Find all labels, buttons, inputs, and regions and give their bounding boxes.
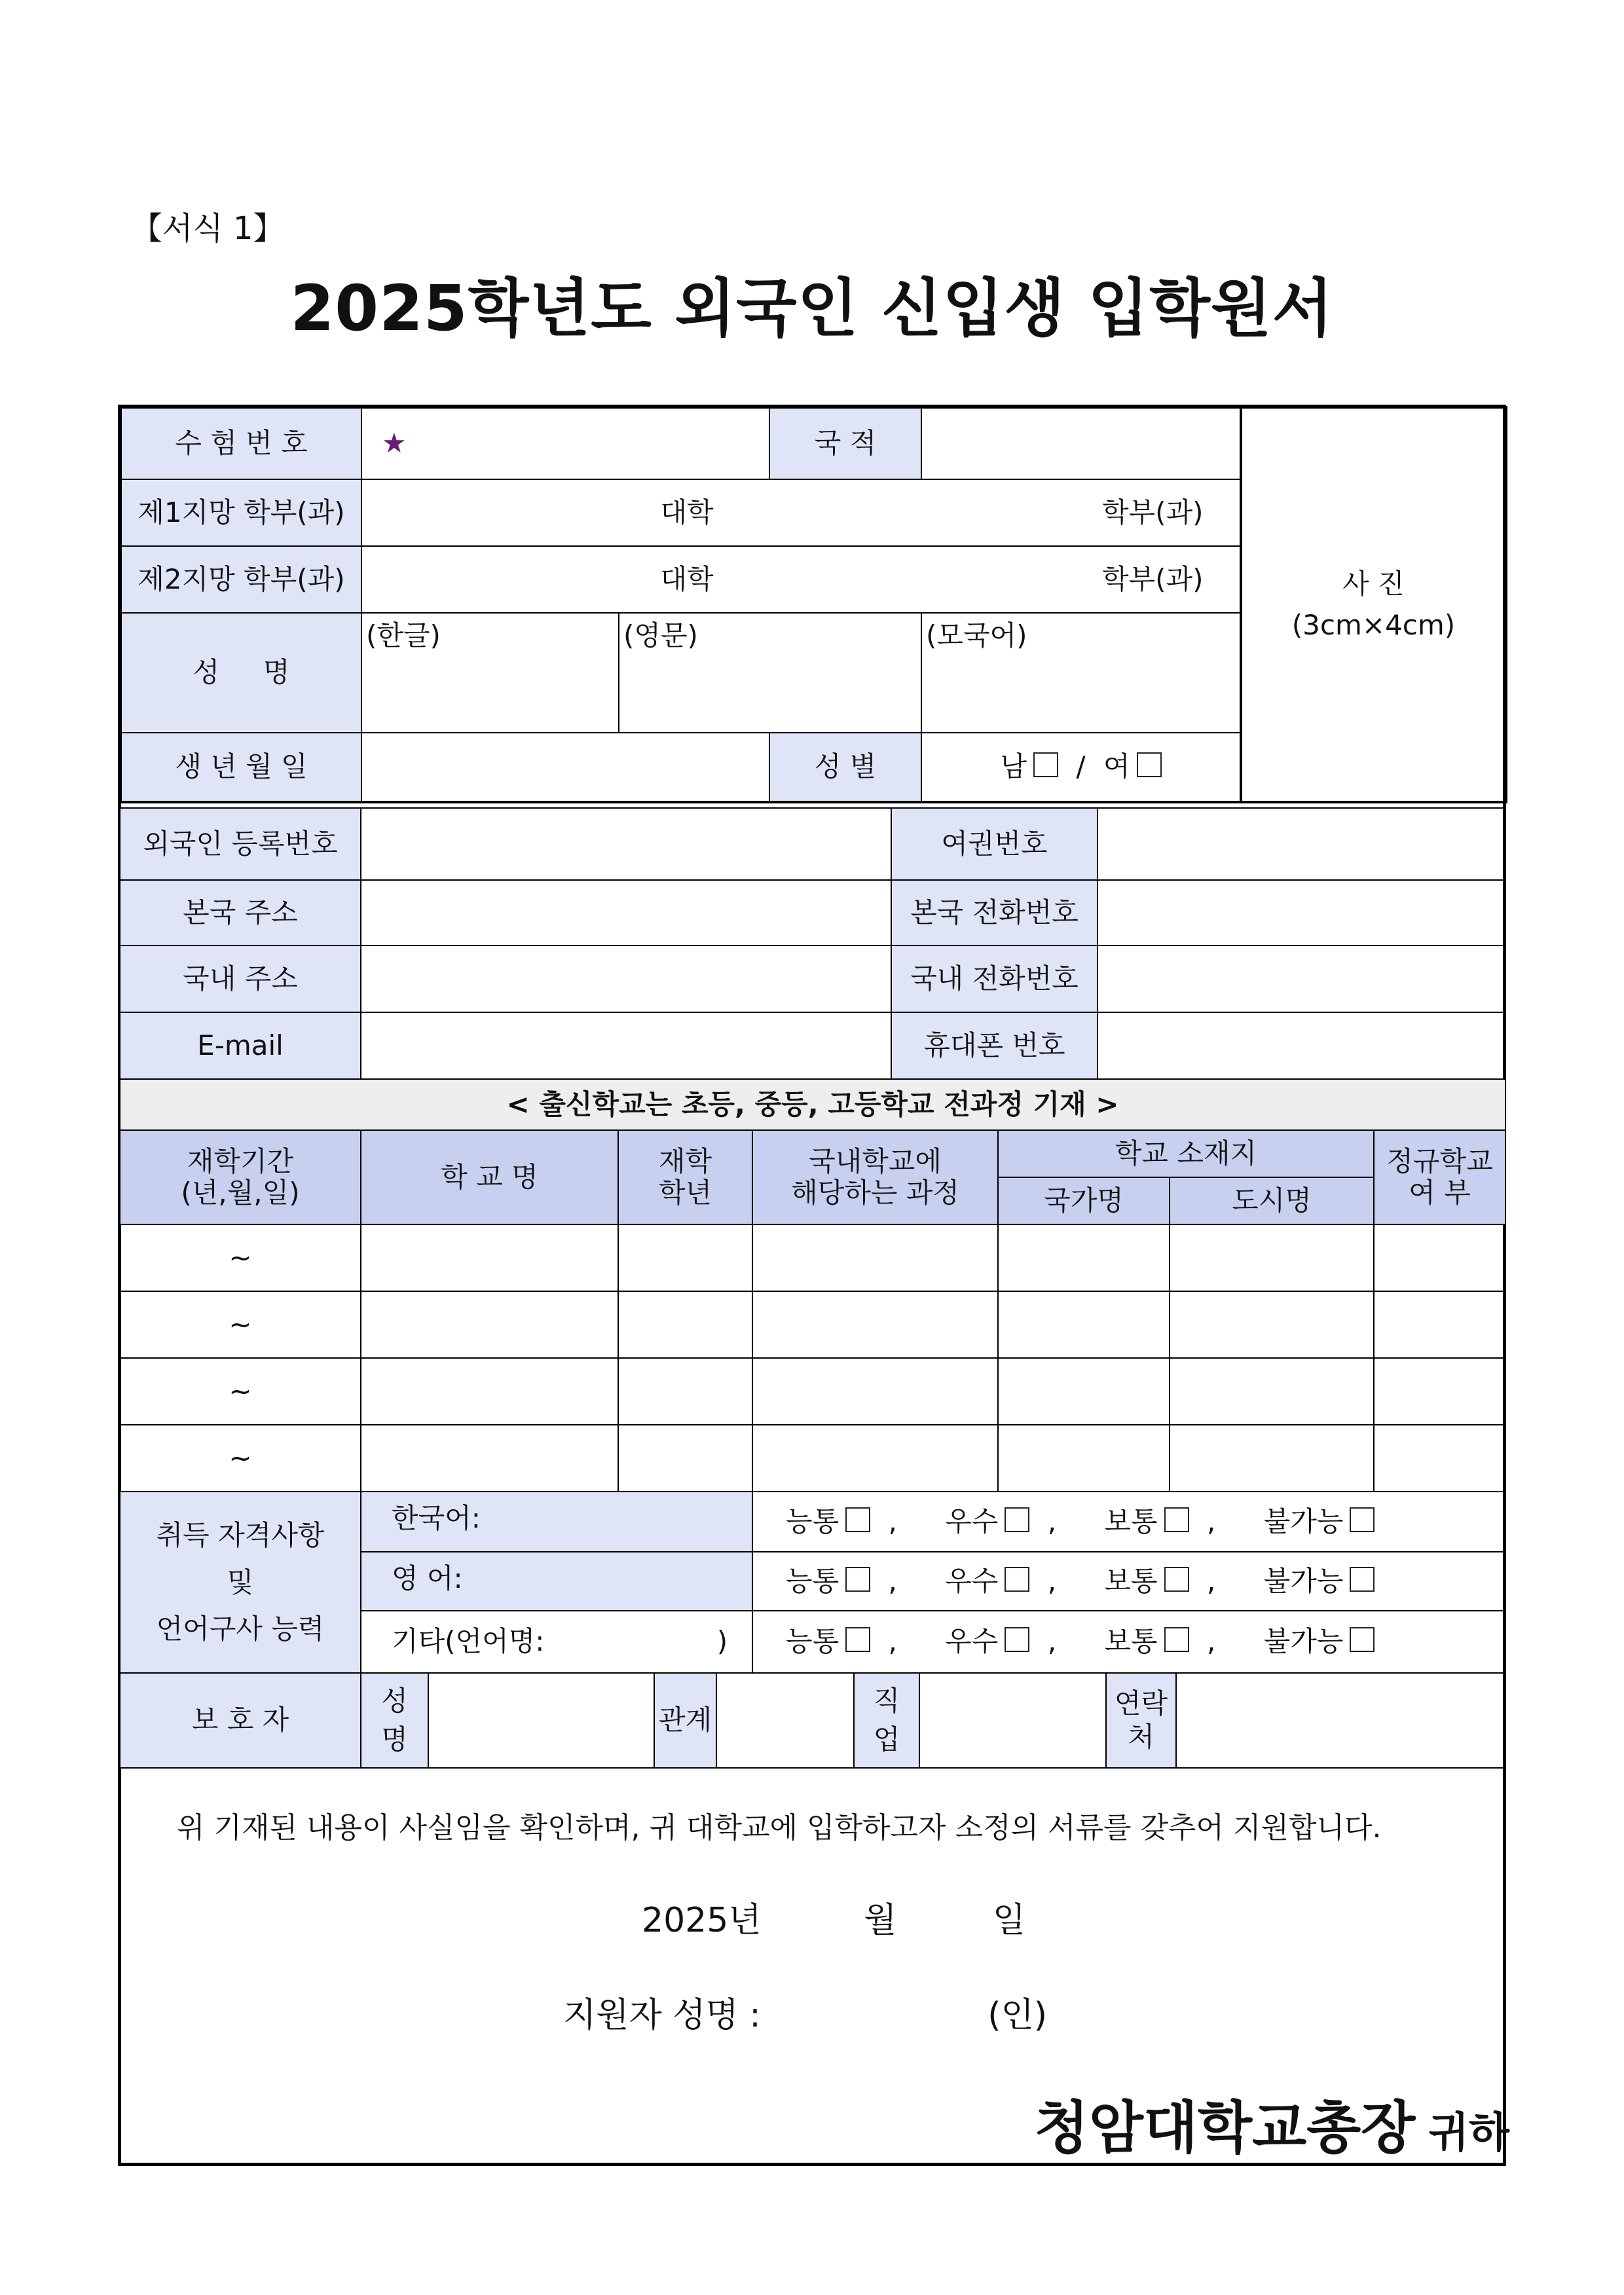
english-none-checkbox[interactable]	[1350, 1567, 1375, 1592]
name-english-hint: (영문)	[623, 619, 698, 652]
birthdate-label: 생 년 월 일	[120, 733, 361, 802]
guardian-label: 보 호 자	[120, 1673, 361, 1768]
applicant-name-label: 지원자 성명 :	[563, 1996, 761, 2035]
grade-cell[interactable]	[618, 1358, 752, 1425]
gender-male-checkbox[interactable]	[1033, 752, 1058, 777]
name-english-field[interactable]	[619, 613, 921, 733]
name-korean-hint: (한글)	[366, 619, 441, 652]
level-average: 보통	[1104, 1505, 1158, 1537]
country-cell[interactable]	[998, 1358, 1170, 1425]
home-phone-label: 본국 전화번호	[891, 880, 1098, 946]
course-cell[interactable]	[752, 1425, 998, 1492]
period-separator: ~	[229, 1441, 252, 1474]
english-levels	[752, 1552, 1505, 1611]
table-row	[120, 1425, 1505, 1492]
guardian-contact-label: 연락 처	[1106, 1673, 1176, 1768]
grade-cell[interactable]	[618, 1291, 752, 1358]
level-average: 보통	[1104, 1625, 1158, 1658]
choice2-college: 대학	[660, 562, 714, 595]
seal-label: (인)	[987, 1996, 1048, 2035]
addressee-suffix: 귀하	[1428, 2109, 1509, 2157]
col-location: 학교 소재지	[998, 1130, 1374, 1177]
period-separator: ~	[229, 1374, 252, 1407]
regular-cell[interactable]	[1374, 1358, 1505, 1425]
exam-number-field[interactable]	[361, 407, 769, 479]
regular-cell[interactable]	[1374, 1425, 1505, 1492]
level-excellent: 우수	[945, 1564, 999, 1597]
star-icon: ★	[382, 427, 407, 460]
contact-info-table	[119, 807, 1506, 1080]
level-none: 불가능	[1263, 1625, 1344, 1658]
separator: ,	[1047, 1505, 1057, 1537]
grade-cell[interactable]	[618, 1425, 752, 1492]
period-cell[interactable]	[120, 1358, 361, 1425]
table-row	[120, 1224, 1505, 1291]
mobile-label: 휴대폰 번호	[891, 1012, 1098, 1079]
gender-field	[921, 733, 1241, 802]
separator: ,	[1206, 1505, 1216, 1537]
korea-phone-label: 국내 전화번호	[891, 946, 1098, 1012]
home-address-label: 본국 주소	[120, 880, 361, 946]
korea-phone-field[interactable]	[1098, 946, 1505, 1012]
korean-average-checkbox[interactable]	[1164, 1507, 1189, 1532]
email-field[interactable]	[361, 1012, 891, 1079]
period-separator: ~	[229, 1308, 252, 1340]
col-country: 국가명	[998, 1177, 1170, 1224]
course-cell[interactable]	[752, 1224, 998, 1291]
name-native-hint: (모국어)	[926, 619, 1027, 652]
level-fluent: 능통	[786, 1625, 840, 1658]
korean-excellent-checkbox[interactable]	[1005, 1507, 1029, 1532]
level-excellent: 우수	[945, 1625, 999, 1658]
school-name-cell[interactable]	[361, 1224, 618, 1291]
col-grade: 재학 학년	[618, 1130, 752, 1224]
choice1-dept: 학부(과)	[1102, 496, 1204, 528]
period-separator: ~	[229, 1241, 252, 1274]
english-excellent-checkbox[interactable]	[1005, 1567, 1029, 1592]
gender-female-checkbox[interactable]	[1137, 752, 1162, 777]
choice2-label: 제2지망 학부(과)	[120, 546, 361, 613]
name-korean-field[interactable]	[361, 613, 619, 733]
photo-label: 사 진	[1342, 568, 1405, 600]
other-language-label: 기타(언어명:	[392, 1625, 545, 1658]
school-name-cell[interactable]	[361, 1358, 618, 1425]
level-fluent: 능통	[786, 1564, 840, 1597]
separator: ,	[888, 1625, 897, 1658]
korea-address-field[interactable]	[361, 946, 891, 1012]
other-language-close: )	[716, 1625, 728, 1658]
other-average-checkbox[interactable]	[1164, 1627, 1189, 1652]
photo-box	[1241, 407, 1506, 802]
name-label: 성 명	[120, 613, 361, 733]
home-phone-field[interactable]	[1098, 880, 1505, 946]
guardian-job-label: 직 업	[854, 1673, 919, 1768]
guardian-table	[119, 1672, 1506, 1769]
course-cell[interactable]	[752, 1358, 998, 1425]
korean-none-checkbox[interactable]	[1350, 1507, 1375, 1532]
home-address-field[interactable]	[361, 880, 891, 946]
other-levels	[752, 1611, 1505, 1673]
date-month: 월	[864, 1901, 897, 1940]
declaration-text: 위 기재된 내용이 사실임을 확인하며, 귀 대학교에 입학하고자 소정의 서류를 갖추어 지원합니다.	[177, 1811, 1382, 1845]
addressee-name: 청암대학교총장	[1034, 2095, 1416, 2161]
birthdate-field[interactable]	[361, 733, 769, 802]
period-cell[interactable]	[120, 1291, 361, 1358]
guardian-relation-field[interactable]	[716, 1673, 854, 1768]
date-day: 일	[992, 1901, 1026, 1940]
choice1-label: 제1지망 학부(과)	[120, 479, 361, 546]
level-fluent: 능통	[786, 1505, 840, 1537]
separator: ,	[1047, 1625, 1057, 1658]
other-fluent-checkbox[interactable]	[845, 1627, 870, 1652]
school-name-cell[interactable]	[361, 1425, 618, 1492]
col-school-name: 학 교 명	[361, 1130, 618, 1224]
korean-label: 한국어:	[361, 1492, 752, 1552]
period-cell[interactable]	[120, 1425, 361, 1492]
level-average: 보통	[1104, 1564, 1158, 1597]
table-row	[120, 1358, 1505, 1425]
level-none: 불가능	[1263, 1505, 1344, 1537]
period-cell[interactable]	[120, 1224, 361, 1291]
country-cell[interactable]	[998, 1291, 1170, 1358]
col-course: 국내학교에 해당하는 과정	[752, 1130, 998, 1224]
separator: ,	[888, 1564, 897, 1597]
guardian-name-field[interactable]	[428, 1673, 654, 1768]
school-history-table	[119, 1078, 1506, 1492]
separator: ,	[1047, 1564, 1057, 1597]
korean-levels	[752, 1492, 1505, 1552]
nationality-label: 국 적	[769, 407, 921, 479]
applicant-info-table	[119, 406, 1507, 803]
school-notice: < 출신학교는 초등, 중등, 고등학교 전과정 기재 >	[120, 1079, 1505, 1130]
exam-number-label: 수 험 번 호	[120, 407, 361, 479]
level-excellent: 우수	[945, 1505, 999, 1537]
korea-address-label: 국내 주소	[120, 946, 361, 1012]
english-average-checkbox[interactable]	[1164, 1567, 1189, 1592]
gender-male-label: 남	[1000, 750, 1027, 783]
guardian-relation-label: 관계	[654, 1673, 716, 1768]
guardian-job-field[interactable]	[919, 1673, 1106, 1768]
gender-separator: /	[1076, 750, 1086, 783]
addressee	[1035, 2082, 1509, 2163]
nationality-field[interactable]	[921, 407, 1241, 479]
english-label: 영 어:	[361, 1552, 752, 1611]
name-native-field[interactable]	[921, 613, 1241, 733]
separator: ,	[1206, 1564, 1216, 1597]
regular-cell[interactable]	[1374, 1224, 1505, 1291]
signature-line	[563, 1987, 1047, 2036]
gender-female-label: 여	[1103, 750, 1130, 783]
choice1-college: 대학	[660, 496, 714, 528]
passport-label: 여권번호	[891, 808, 1098, 880]
photo-size: (3cm×4cm)	[1291, 608, 1456, 641]
language-section-label: 취득 자격사항 및 언어구사 능력	[120, 1492, 361, 1673]
other-language-field[interactable]	[361, 1611, 752, 1673]
other-excellent-checkbox[interactable]	[1005, 1627, 1029, 1652]
date-line	[642, 1892, 1025, 1941]
course-cell[interactable]	[752, 1291, 998, 1358]
date-year: 2025년	[642, 1901, 762, 1940]
col-regular: 정규학교 여 부	[1374, 1130, 1505, 1224]
grade-cell[interactable]	[618, 1224, 752, 1291]
city-cell[interactable]	[1170, 1224, 1374, 1291]
choice1-field[interactable]	[361, 479, 1241, 546]
gender-label: 성 별	[769, 733, 921, 802]
choice2-dept: 학부(과)	[1102, 562, 1204, 595]
alien-reg-field[interactable]	[361, 808, 891, 880]
alien-reg-label: 외국인 등록번호	[120, 808, 361, 880]
regular-cell[interactable]	[1374, 1291, 1505, 1358]
city-cell[interactable]	[1170, 1425, 1374, 1492]
english-fluent-checkbox[interactable]	[845, 1567, 870, 1592]
separator: ,	[888, 1505, 897, 1537]
guardian-contact-field[interactable]	[1176, 1673, 1505, 1768]
col-period: 재학기간 (년,월,일)	[120, 1130, 361, 1224]
language-ability-table	[119, 1491, 1506, 1674]
country-cell[interactable]	[998, 1425, 1170, 1492]
form-label: 【서식 1】	[131, 210, 285, 247]
city-cell[interactable]	[1170, 1358, 1374, 1425]
separator: ,	[1206, 1625, 1216, 1658]
choice2-field[interactable]	[361, 546, 1241, 613]
document-title: 2025학년도 외국인 신입생 입학원서	[290, 272, 1334, 345]
table-row	[120, 1291, 1505, 1358]
guardian-name-label: 성 명	[361, 1673, 428, 1768]
country-cell[interactable]	[998, 1224, 1170, 1291]
school-name-cell[interactable]	[361, 1291, 618, 1358]
passport-field[interactable]	[1098, 808, 1505, 880]
city-cell[interactable]	[1170, 1291, 1374, 1358]
mobile-field[interactable]	[1098, 1012, 1505, 1079]
other-none-checkbox[interactable]	[1350, 1627, 1375, 1652]
col-city: 도시명	[1170, 1177, 1374, 1224]
email-label: E-mail	[120, 1012, 361, 1079]
korean-fluent-checkbox[interactable]	[845, 1507, 870, 1532]
level-none: 불가능	[1263, 1564, 1344, 1597]
